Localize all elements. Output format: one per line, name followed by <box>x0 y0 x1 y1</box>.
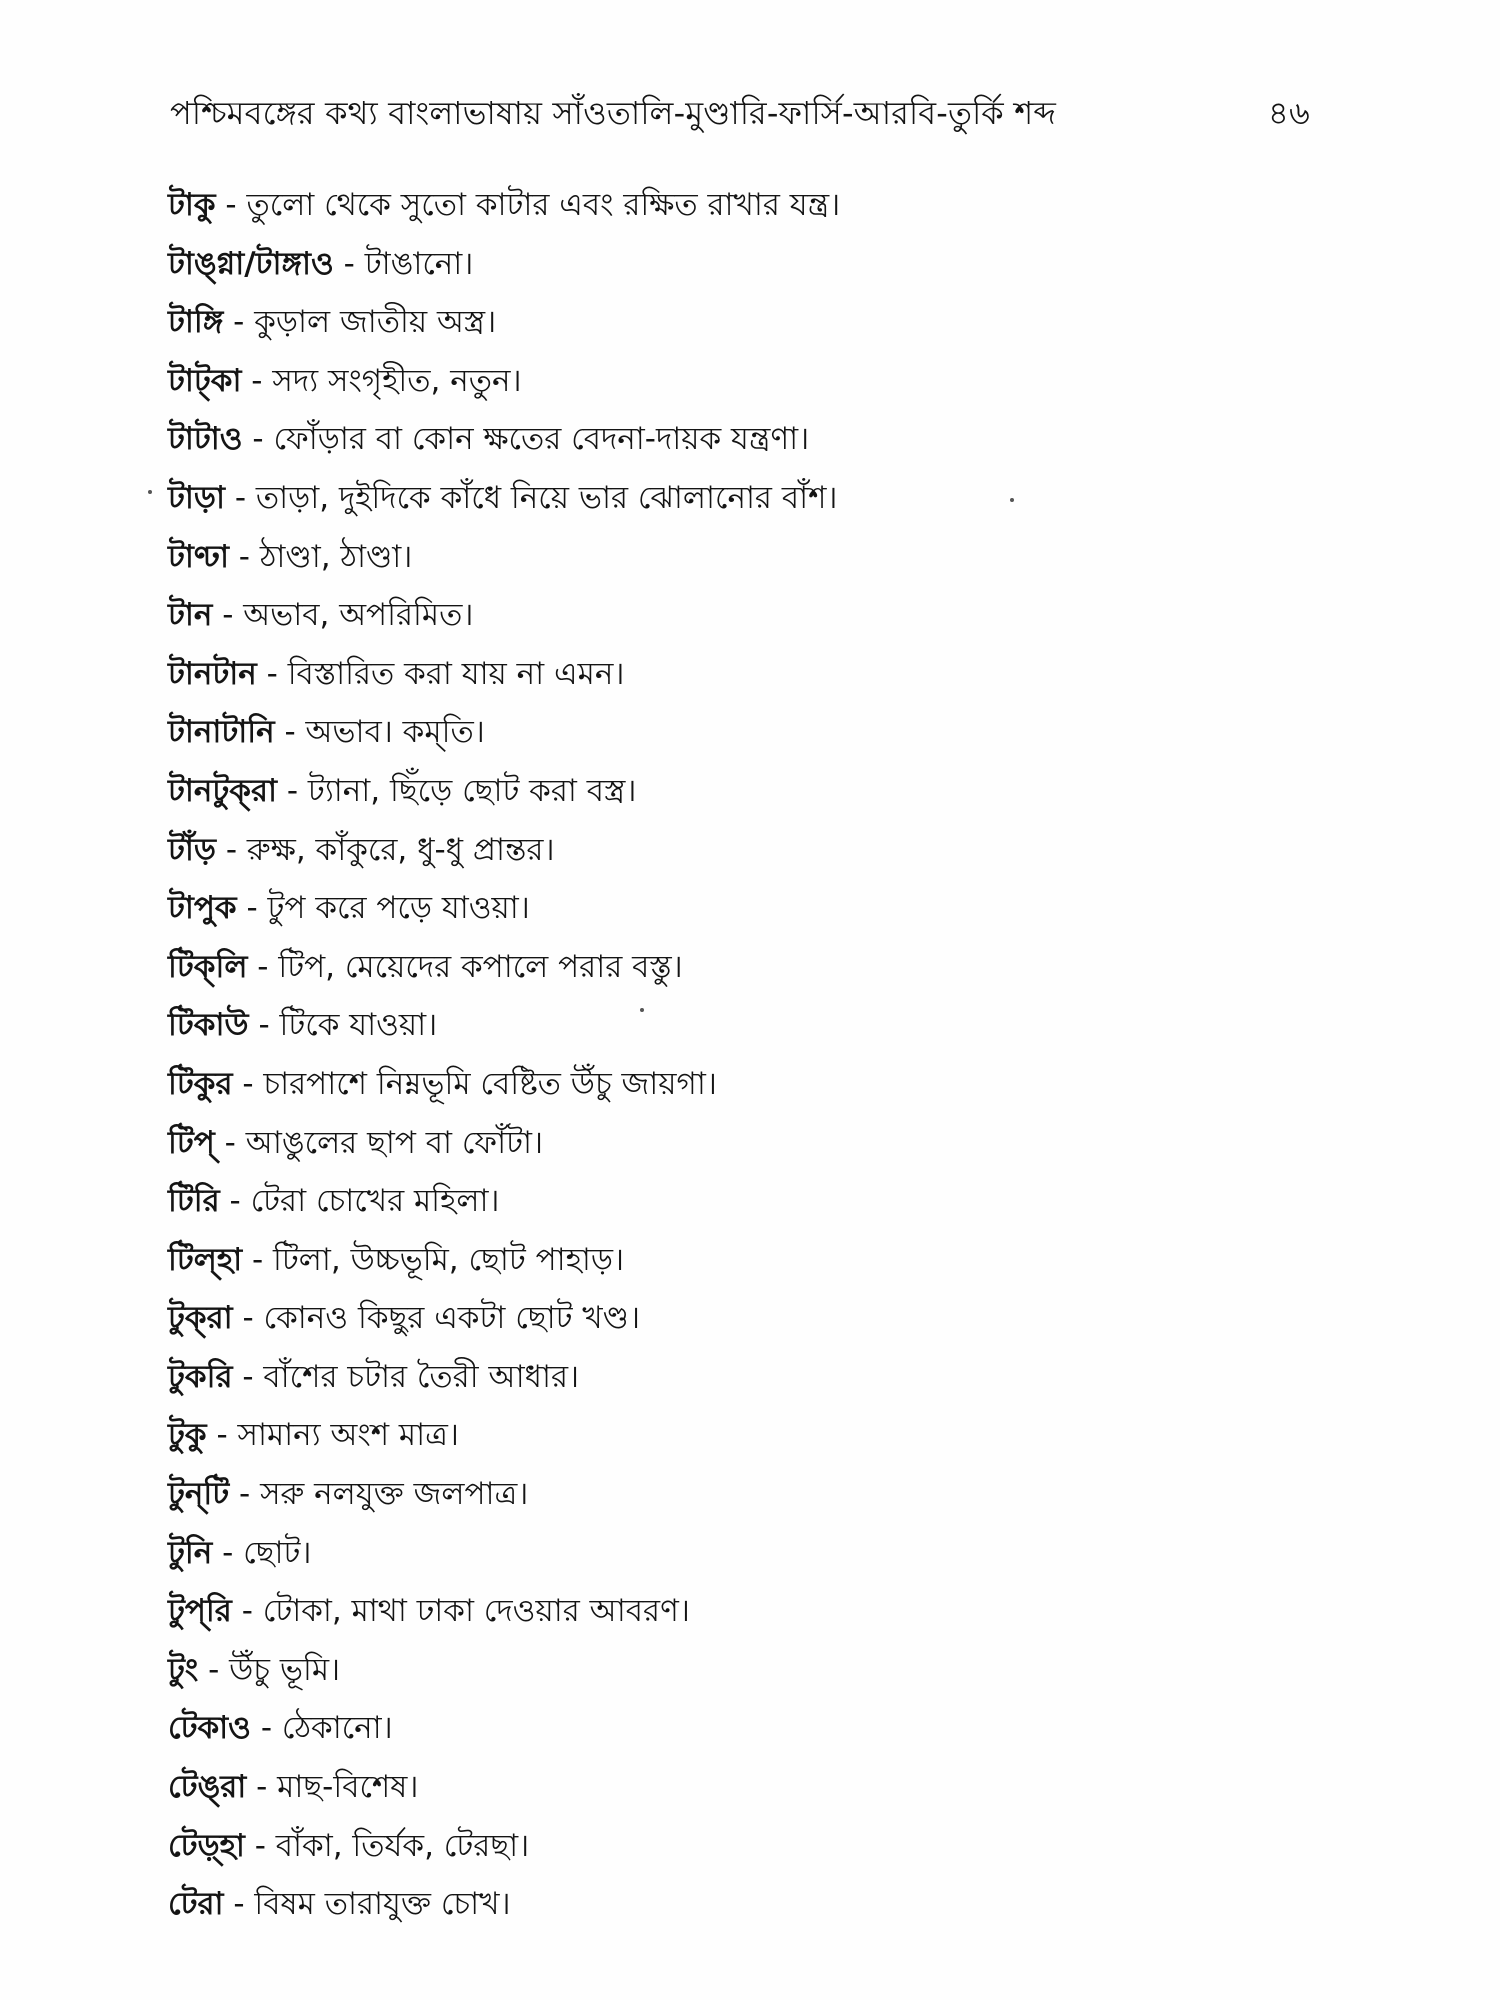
entry-definition: বাঁশের চটার তৈরী আধার। <box>263 1358 580 1395</box>
entry-term: টুক্‌রা <box>168 1300 233 1337</box>
entry-definition: চারপাশে নিম্নভূমি বেষ্টিত উঁচু জায়গা। <box>263 1065 717 1102</box>
entry-separator: - <box>225 479 256 516</box>
glossary-entry <box>168 1114 1348 1173</box>
entry-term: টাণ্ঢা <box>168 538 229 575</box>
running-head <box>170 88 1310 142</box>
entry-definition: টুপ করে পড়ে যাওয়া। <box>267 890 530 927</box>
entry-separator: - <box>246 1769 278 1806</box>
entry-separator: - <box>231 1593 263 1630</box>
entry-definition: টেরা চোখের মহিলা। <box>250 1183 500 1220</box>
entry-definition: বিষম তারাযুক্ত চোখ। <box>254 1886 511 1923</box>
entry-definition: টিলা, উচ্চভূমি, ছোট পাহাড়। <box>273 1241 625 1278</box>
entry-separator: - <box>232 1358 264 1395</box>
entry-term: টান <box>168 597 213 634</box>
entry-term: টেঙ্‌রা <box>168 1769 247 1806</box>
entry-term: টুং <box>168 1651 199 1688</box>
entry-separator: - <box>242 1241 274 1278</box>
entry-term: টাঙ্গি <box>168 304 224 341</box>
entry-separator: - <box>236 890 268 927</box>
entry-definition: সরু নলযুক্ত জলপাত্র। <box>260 1476 529 1513</box>
entry-separator: - <box>214 1124 246 1161</box>
entry-definition: ছোট। <box>243 1534 312 1571</box>
entry-term: টিপ্‌ <box>168 1124 215 1161</box>
entry-term: টানটুক্‌রা <box>168 772 278 809</box>
entry-definition: টোকা, মাথা ঢাকা দেওয়ার আবরণ। <box>262 1593 690 1630</box>
entry-definition: টাঙানো। <box>364 245 474 282</box>
entry-definition: সামান্য অংশ মাত্র। <box>237 1417 459 1454</box>
entry-term: টাকু <box>168 187 216 223</box>
entry-term: টাপুক <box>168 890 237 927</box>
entry-definition: তুলো থেকে সুতো কাটার এবং রক্ষিত রাখার যন্ত্র। <box>246 187 841 223</box>
glossary-entry <box>168 235 1348 294</box>
entry-separator: - <box>241 362 273 399</box>
glossary-entry <box>168 469 1348 528</box>
entry-definition: বাঁকা, তির্যক, টেরছা। <box>275 1827 530 1864</box>
glossary-entry <box>168 1465 1348 1524</box>
entry-definition: তাড়া, দুইদিকে কাঁধে নিয়ে ভার ঝোলানোর বাঁশ। <box>255 479 838 516</box>
entry-term: টুকরি <box>168 1358 233 1395</box>
glossary-entry <box>168 1699 1348 1758</box>
glossary-entry <box>168 1172 1348 1231</box>
entry-term: টুনি <box>168 1534 213 1571</box>
entry-term: টুপ্‌রি <box>168 1593 232 1630</box>
entry-term: টাট্‌কা <box>168 362 242 399</box>
entry-separator: - <box>212 597 244 634</box>
speck <box>640 1008 644 1012</box>
entry-term: টাড়া <box>168 479 226 516</box>
entry-separator: - <box>248 1007 280 1044</box>
glossary-entry <box>168 1875 1348 1934</box>
glossary-entry <box>168 528 1348 587</box>
entry-term: টুকু <box>168 1417 207 1454</box>
entry-separator: - <box>244 1827 276 1864</box>
entry-separator: - <box>232 1300 264 1337</box>
entry-separator: - <box>247 948 279 985</box>
entry-definition: সদ্য সংগৃহীত, নতুন। <box>272 362 522 399</box>
entry-definition: ঠাণ্ডা, ঠাণ্ডা। <box>259 538 413 575</box>
glossary-entry <box>168 176 1348 235</box>
entry-term: টেকাও <box>168 1710 251 1747</box>
entry-separator: - <box>242 421 274 458</box>
glossary-entry <box>168 1348 1348 1407</box>
glossary-entry <box>168 1524 1348 1583</box>
glossary-entry <box>168 1758 1348 1817</box>
entry-definition: ঠেকানো। <box>281 1710 393 1747</box>
entry-term: টিকুর <box>168 1065 233 1102</box>
glossary-entry <box>168 293 1348 352</box>
entry-term: টানটান <box>168 655 257 692</box>
entry-separator: - <box>274 714 306 751</box>
speck <box>148 490 152 494</box>
entry-separator: - <box>256 655 288 692</box>
glossary-entry <box>168 762 1348 821</box>
entry-definition: বিস্তারিত করা যায় না এমন। <box>287 655 625 692</box>
entry-separator: - <box>215 187 247 223</box>
entry-separator: - <box>228 538 260 575</box>
glossary-entry <box>168 879 1348 938</box>
glossary-entry <box>168 586 1348 645</box>
glossary-entry <box>168 410 1348 469</box>
entry-definition: আঙুলের ছাপ বা ফোঁটা। <box>245 1124 544 1161</box>
glossary-entry <box>168 703 1348 762</box>
entry-definition: রুক্ষ, কাঁকুরে, ধু-ধু প্রান্তর। <box>246 831 555 868</box>
entry-term: টিরি <box>168 1183 220 1220</box>
entry-term: টিল্‌হা <box>168 1241 243 1278</box>
entry-separator: - <box>229 1476 261 1513</box>
entry-term: টেরা <box>168 1886 224 1923</box>
entry-definition: অভাব, অপরিমিত। <box>243 597 474 634</box>
entry-separator: - <box>250 1710 282 1747</box>
glossary-entry <box>168 821 1348 880</box>
entry-separator: - <box>198 1651 230 1688</box>
entry-separator: - <box>232 1065 264 1102</box>
entry-definition: উঁচু ভূমি। <box>229 1651 341 1688</box>
entry-definition: ট্যানা, ছিঁড়ে ছোট করা বস্ত্র। <box>307 772 637 809</box>
entry-separator: - <box>223 1886 255 1923</box>
entry-term: টাঁড় <box>168 831 217 868</box>
glossary-entry <box>168 996 1348 1055</box>
glossary-entry <box>168 1055 1348 1114</box>
entry-separator: - <box>212 1534 244 1571</box>
entry-term: টানাটানি <box>168 714 275 751</box>
entry-separator: - <box>219 1183 251 1220</box>
glossary-entry <box>168 1817 1348 1876</box>
page-number: ৪৬ <box>1268 94 1310 132</box>
entry-term: টুন্‌টি <box>168 1476 230 1513</box>
glossary-list <box>168 176 1348 1934</box>
entry-separator: - <box>333 245 365 282</box>
glossary-entry <box>168 1289 1348 1348</box>
entry-separator: - <box>206 1417 238 1454</box>
entry-definition: কোনও কিছুর একটা ছোট খণ্ড। <box>263 1300 641 1337</box>
entry-term: টিকাউ <box>168 1007 249 1044</box>
entry-term: টাটাও <box>168 421 243 458</box>
glossary-entry <box>168 352 1348 411</box>
entry-separator: - <box>223 304 255 341</box>
entry-term: টাঙ্‌গ্না/টাঙ্গাও <box>168 245 334 282</box>
entry-definition: অভাব। কম্‌তি। <box>305 714 485 751</box>
glossary-entry <box>168 1582 1348 1641</box>
entry-definition: কুড়াল জাতীয় অস্ত্র। <box>254 304 497 341</box>
entry-definition: টিকে যাওয়া। <box>279 1007 438 1044</box>
entry-separator: - <box>216 831 247 868</box>
entry-separator: - <box>277 772 308 809</box>
running-head-title: পশ্চিমবঙ্গের কথ্য বাংলাভাষায় সাঁওতালি-মুণ্ডারি-ফার্সি-আরবি-তুর্কি শব্দ <box>170 94 1057 132</box>
entry-definition: ফোঁড়ার বা কোন ক্ষতের বেদনা-দায়ক যন্ত্রণা। <box>273 421 810 458</box>
glossary-entry <box>168 1641 1348 1700</box>
entry-term: টিক্‌লি <box>168 948 248 985</box>
entry-term: টেড়্‌হা <box>168 1827 245 1864</box>
glossary-entry <box>168 1231 1348 1290</box>
entry-definition: টিপ, মেয়েদের কপালে পরার বস্তু। <box>278 948 683 985</box>
glossary-entry <box>168 1406 1348 1465</box>
glossary-entry <box>168 938 1348 997</box>
entry-definition: মাছ-বিশেষ। <box>277 1769 419 1806</box>
speck <box>1010 498 1014 502</box>
glossary-entry <box>168 645 1348 704</box>
